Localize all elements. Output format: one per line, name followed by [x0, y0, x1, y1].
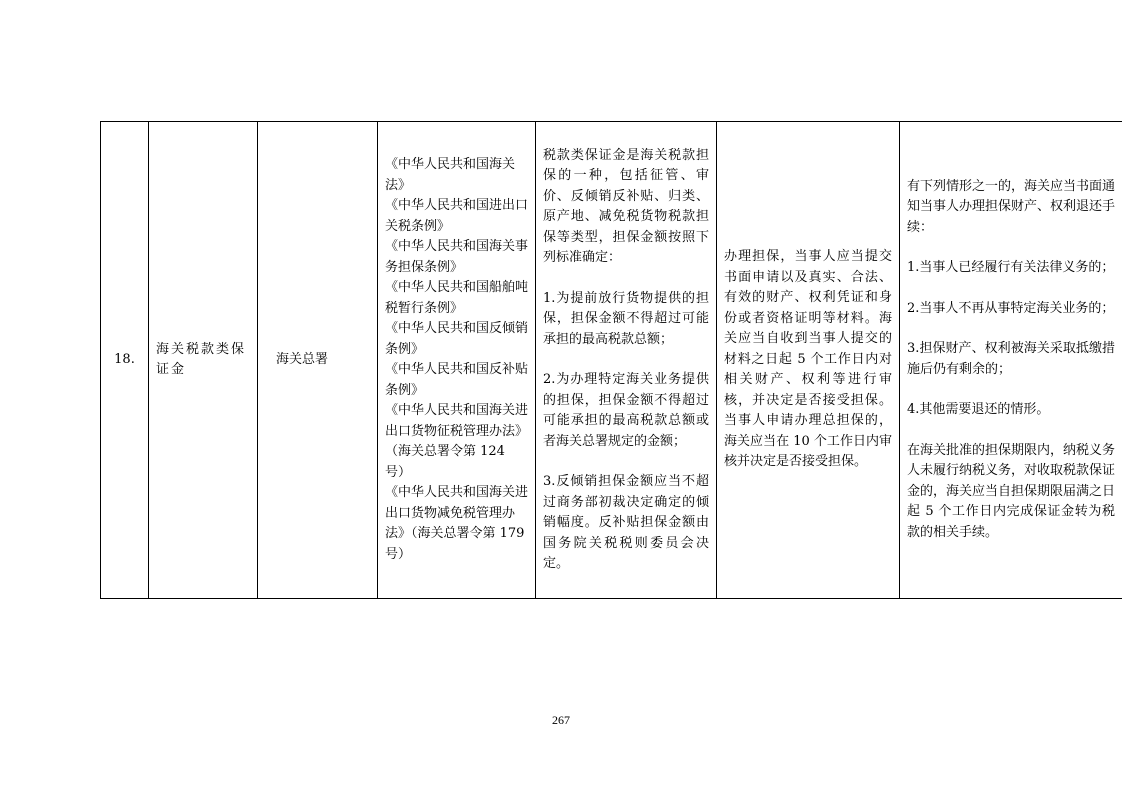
standard-intro: 税款类保证金是海关税款担保的一种，包括征管、审价、反倾销反补贴、归类、原产地、减免税货物税款担保等类型，担保金额按照下列标准确定： [543, 147, 709, 265]
procedure: 办理担保，当事人应当提交书面申请以及真实、合法、有效的财产、权利凭证和身份或者资格证明等材料。海关应当自收到当事人提交的材料之日起 5 个工作日内对相关财产、权利等进行审核，并决定是否接受担保。当事人申请办理总担保的，海关应当在 10 个工作日内审核并决定是否接受担保。 [717, 122, 900, 599]
law-item: 《中华人民共和国海关进出口货物征税管理办法》（海关总署令第 124 号） [385, 403, 529, 480]
law-item: 《中华人民共和国反倾销条例》 [385, 321, 529, 357]
law-item: 《中华人民共和国反补贴条例》 [385, 362, 529, 398]
department: 海关总署 [258, 122, 378, 599]
standard-item: 2.为办理特定海关业务提供的担保，担保金额不得超过可能承担的最高税款总额或者海关总署规定的金额； [543, 372, 709, 449]
refund-item: 3.担保财产、权利被海关采取抵缴措施后仍有剩余的； [907, 341, 1115, 377]
law-item: 《中华人民共和国海关事务担保条例》 [385, 239, 529, 275]
row-number: 18. [101, 122, 149, 599]
table-row [101, 122, 1122, 599]
law-item: 《中华人民共和国海关进出口货物减免税管理办法》（海关总署令第 179 号） [385, 485, 529, 562]
refund-item: 1.当事人已经履行有关法律义务的； [907, 260, 1115, 276]
item-name: 海关税款类保证金 [149, 122, 258, 599]
refund-extra: 在海关批准的担保期限内，纳税义务人未履行纳税义务，对收取税款保证金的，海关应当自担保期限届满之日起 5 个工作日内完成保证金转为税款的相关手续。 [907, 442, 1116, 540]
law-item: 《中华人民共和国船舶吨税暂行条例》 [385, 280, 529, 316]
refund-conditions [900, 122, 1122, 599]
law-item: 《中华人民共和国进出口关税条例》 [385, 198, 529, 234]
fee-table [100, 121, 1122, 599]
standard-item: 1.为提前放行货物提供的担保，担保金额不得超过可能承担的最高税款总额； [543, 290, 709, 347]
legal-basis [378, 122, 536, 599]
law-item: 《中华人民共和国海关法》 [385, 157, 516, 193]
standard-item: 3.反倾销担保金额应当不超过商务部初裁决定确定的倾销幅度。反补贴担保金额由国务院关税税则委员会决定。 [543, 474, 709, 571]
refund-intro: 有下列情形之一的，海关应当书面通知当事人办理担保财产、权利退还手续： [907, 178, 1116, 235]
refund-item: 4.其他需要退还的情形。 [907, 402, 1050, 418]
collection-standard [536, 122, 717, 599]
refund-item: 2.当事人不再从事特定海关业务的； [907, 300, 1115, 316]
page-number: 267 [552, 713, 570, 727]
